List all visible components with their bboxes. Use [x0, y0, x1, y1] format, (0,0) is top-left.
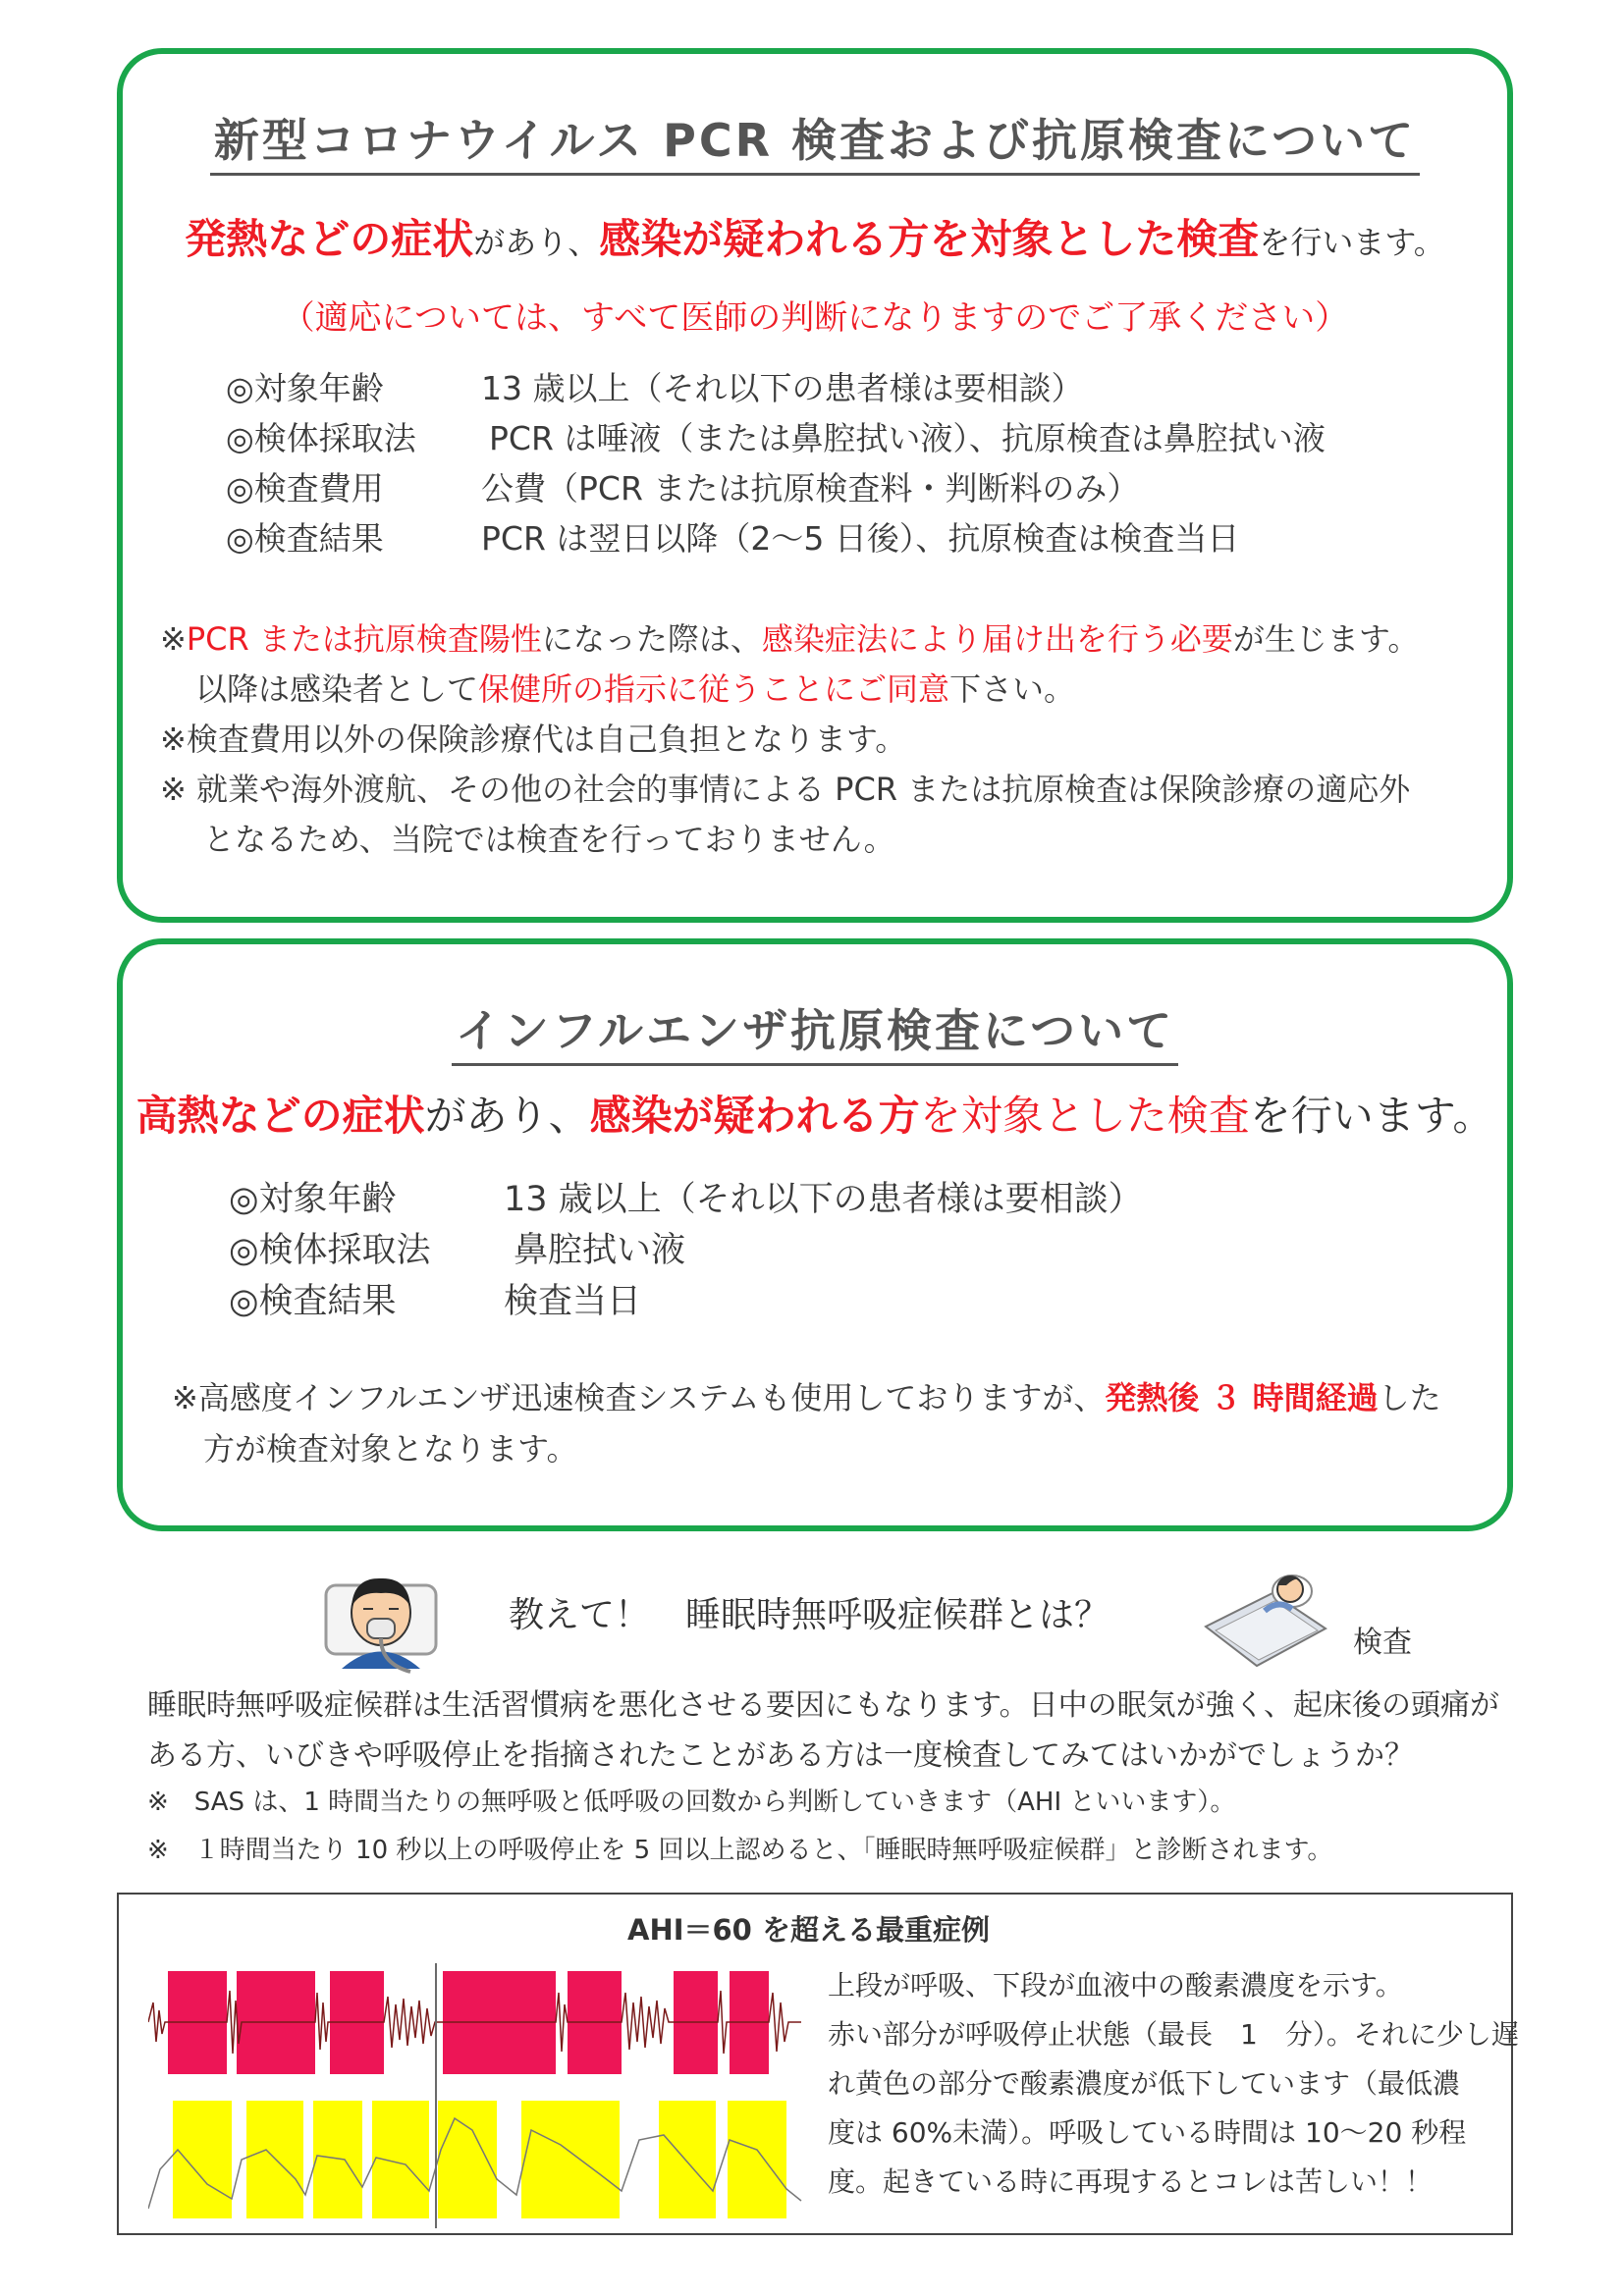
- desat-block: [372, 2101, 429, 2218]
- breathing-oxygen-graph: [148, 1963, 816, 2228]
- covid-note-3: ※検査費用以外の保険診療代は自己負担となります。: [160, 721, 907, 758]
- desc-line: 赤い部分が呼吸停止状態（最長 1 分）。それに少し遅: [828, 2018, 1519, 2051]
- sas-heading: 教えて！ 睡眠時無呼吸症候群とは？: [509, 1595, 1110, 1635]
- flu-lead: 高熱などの症状があり、感染が疑われる方を対象とした検査を行います。: [135, 1092, 1494, 1140]
- sas-note-1: ※ SAS は、1 時間当たりの無呼吸と低呼吸の回数から判断していきます（AHI といいます）。: [147, 1788, 1236, 1817]
- covid-note-2: 以降は感染者として保健所の指示に従うことにご同意下さい。: [195, 670, 1076, 708]
- covid-note-1: ※PCR または抗原検査陽性になった際は、感染症法により届け出を行う必要が生じます。: [160, 620, 1420, 658]
- covid-item-result: ◎検査結果 PCR は翌日以降（2～5 日後）、抗原検査は検査当日: [226, 519, 1240, 558]
- covid-sublead: （適応については、すべて医師の判断になりますのでご了承ください）: [281, 298, 1349, 338]
- flu-note-2: 方が検査対象となります。: [203, 1430, 578, 1468]
- covid-note-4: ※ 就業や海外渡航、その他の社会的事情による PCR または抗原検査は保険診療の適応外: [160, 771, 1411, 808]
- exam-label: 検査: [1353, 1626, 1412, 1660]
- flu-section: [117, 938, 1513, 1531]
- desc-line: 度。起きている時に再現するとコレは苦しい！！: [828, 2165, 1434, 2198]
- desat-block: [438, 2101, 497, 2218]
- sas-paragraph-2: ある方、いびきや呼吸停止を指摘されたことがある方は一度検査してみてはいかがでしょうか？: [147, 1738, 1414, 1773]
- graph-description: [828, 1961, 1519, 2207]
- covid-item-specimen: ◎検体採取法 PCR は唾液（または鼻腔拭い液）、抗原検査は鼻腔拭い液: [226, 419, 1326, 457]
- ahi-graph-panel: [117, 1893, 1519, 2235]
- covid-lead: 発熱などの症状があり、感染が疑われる方を対象とした検査を行います。: [185, 215, 1445, 263]
- flu-item-specimen: ◎検体採取法 鼻腔拭い液: [229, 1231, 686, 1270]
- flu-item-age: ◎対象年齢 13 歳以上（それ以下の患者様は要相談）: [229, 1180, 1143, 1219]
- flu-note-1: ※高感度インフルエンザ迅速検査システムも使用しておりますが、発熱後 ３ 時間経過した: [172, 1379, 1441, 1416]
- covid-item-cost: ◎検査費用 公費（PCR または抗原検査料・判断料のみ）: [226, 469, 1140, 507]
- covid-section: [117, 48, 1513, 923]
- covid-note-4-cont: となるため、当院では検査を行っておりません。: [203, 821, 895, 858]
- desat-block: [659, 2101, 716, 2218]
- flu-item-result: ◎検査結果 検査当日: [229, 1282, 642, 1321]
- flu-title: インフルエンザ抗原検査について: [123, 995, 1507, 1060]
- desat-block: [728, 2101, 786, 2218]
- desc-line: れ黄色の部分で酸素濃度が低下しています（最低濃: [828, 2067, 1461, 2100]
- cpap-person-icon: [324, 1566, 440, 1682]
- desat-block: [313, 2101, 362, 2218]
- desat-block: [173, 2101, 232, 2218]
- desat-block: [521, 2101, 620, 2218]
- graph-title: AHI＝60 を超える最重症例: [627, 1913, 990, 1947]
- sleeping-person-icon: [1196, 1556, 1333, 1672]
- sas-note-2: ※ １時間当たり 10 秒以上の呼吸停止を 5 回以上認めると、「睡眠時無呼吸症候群」と診断されます。: [147, 1836, 1333, 1865]
- desc-line: 度は 60%未満）。呼吸している時間は 10～20 秒程: [828, 2116, 1467, 2149]
- covid-title: 新型コロナウイルス PCR 検査および抗原検査について: [123, 105, 1507, 170]
- desat-blocks: [173, 2101, 786, 2218]
- covid-item-age: ◎対象年齢 13 歳以上（それ以下の患者様は要相談）: [226, 369, 1084, 407]
- desc-line: 上段が呼吸、下段が血液中の酸素濃度を示す。: [828, 1969, 1403, 2002]
- sas-paragraph-1: 睡眠時無呼吸症候群は生活習慣病を悪化させる要因にもなります。日中の眠気が強く、起床後の頭痛が: [147, 1688, 1499, 1723]
